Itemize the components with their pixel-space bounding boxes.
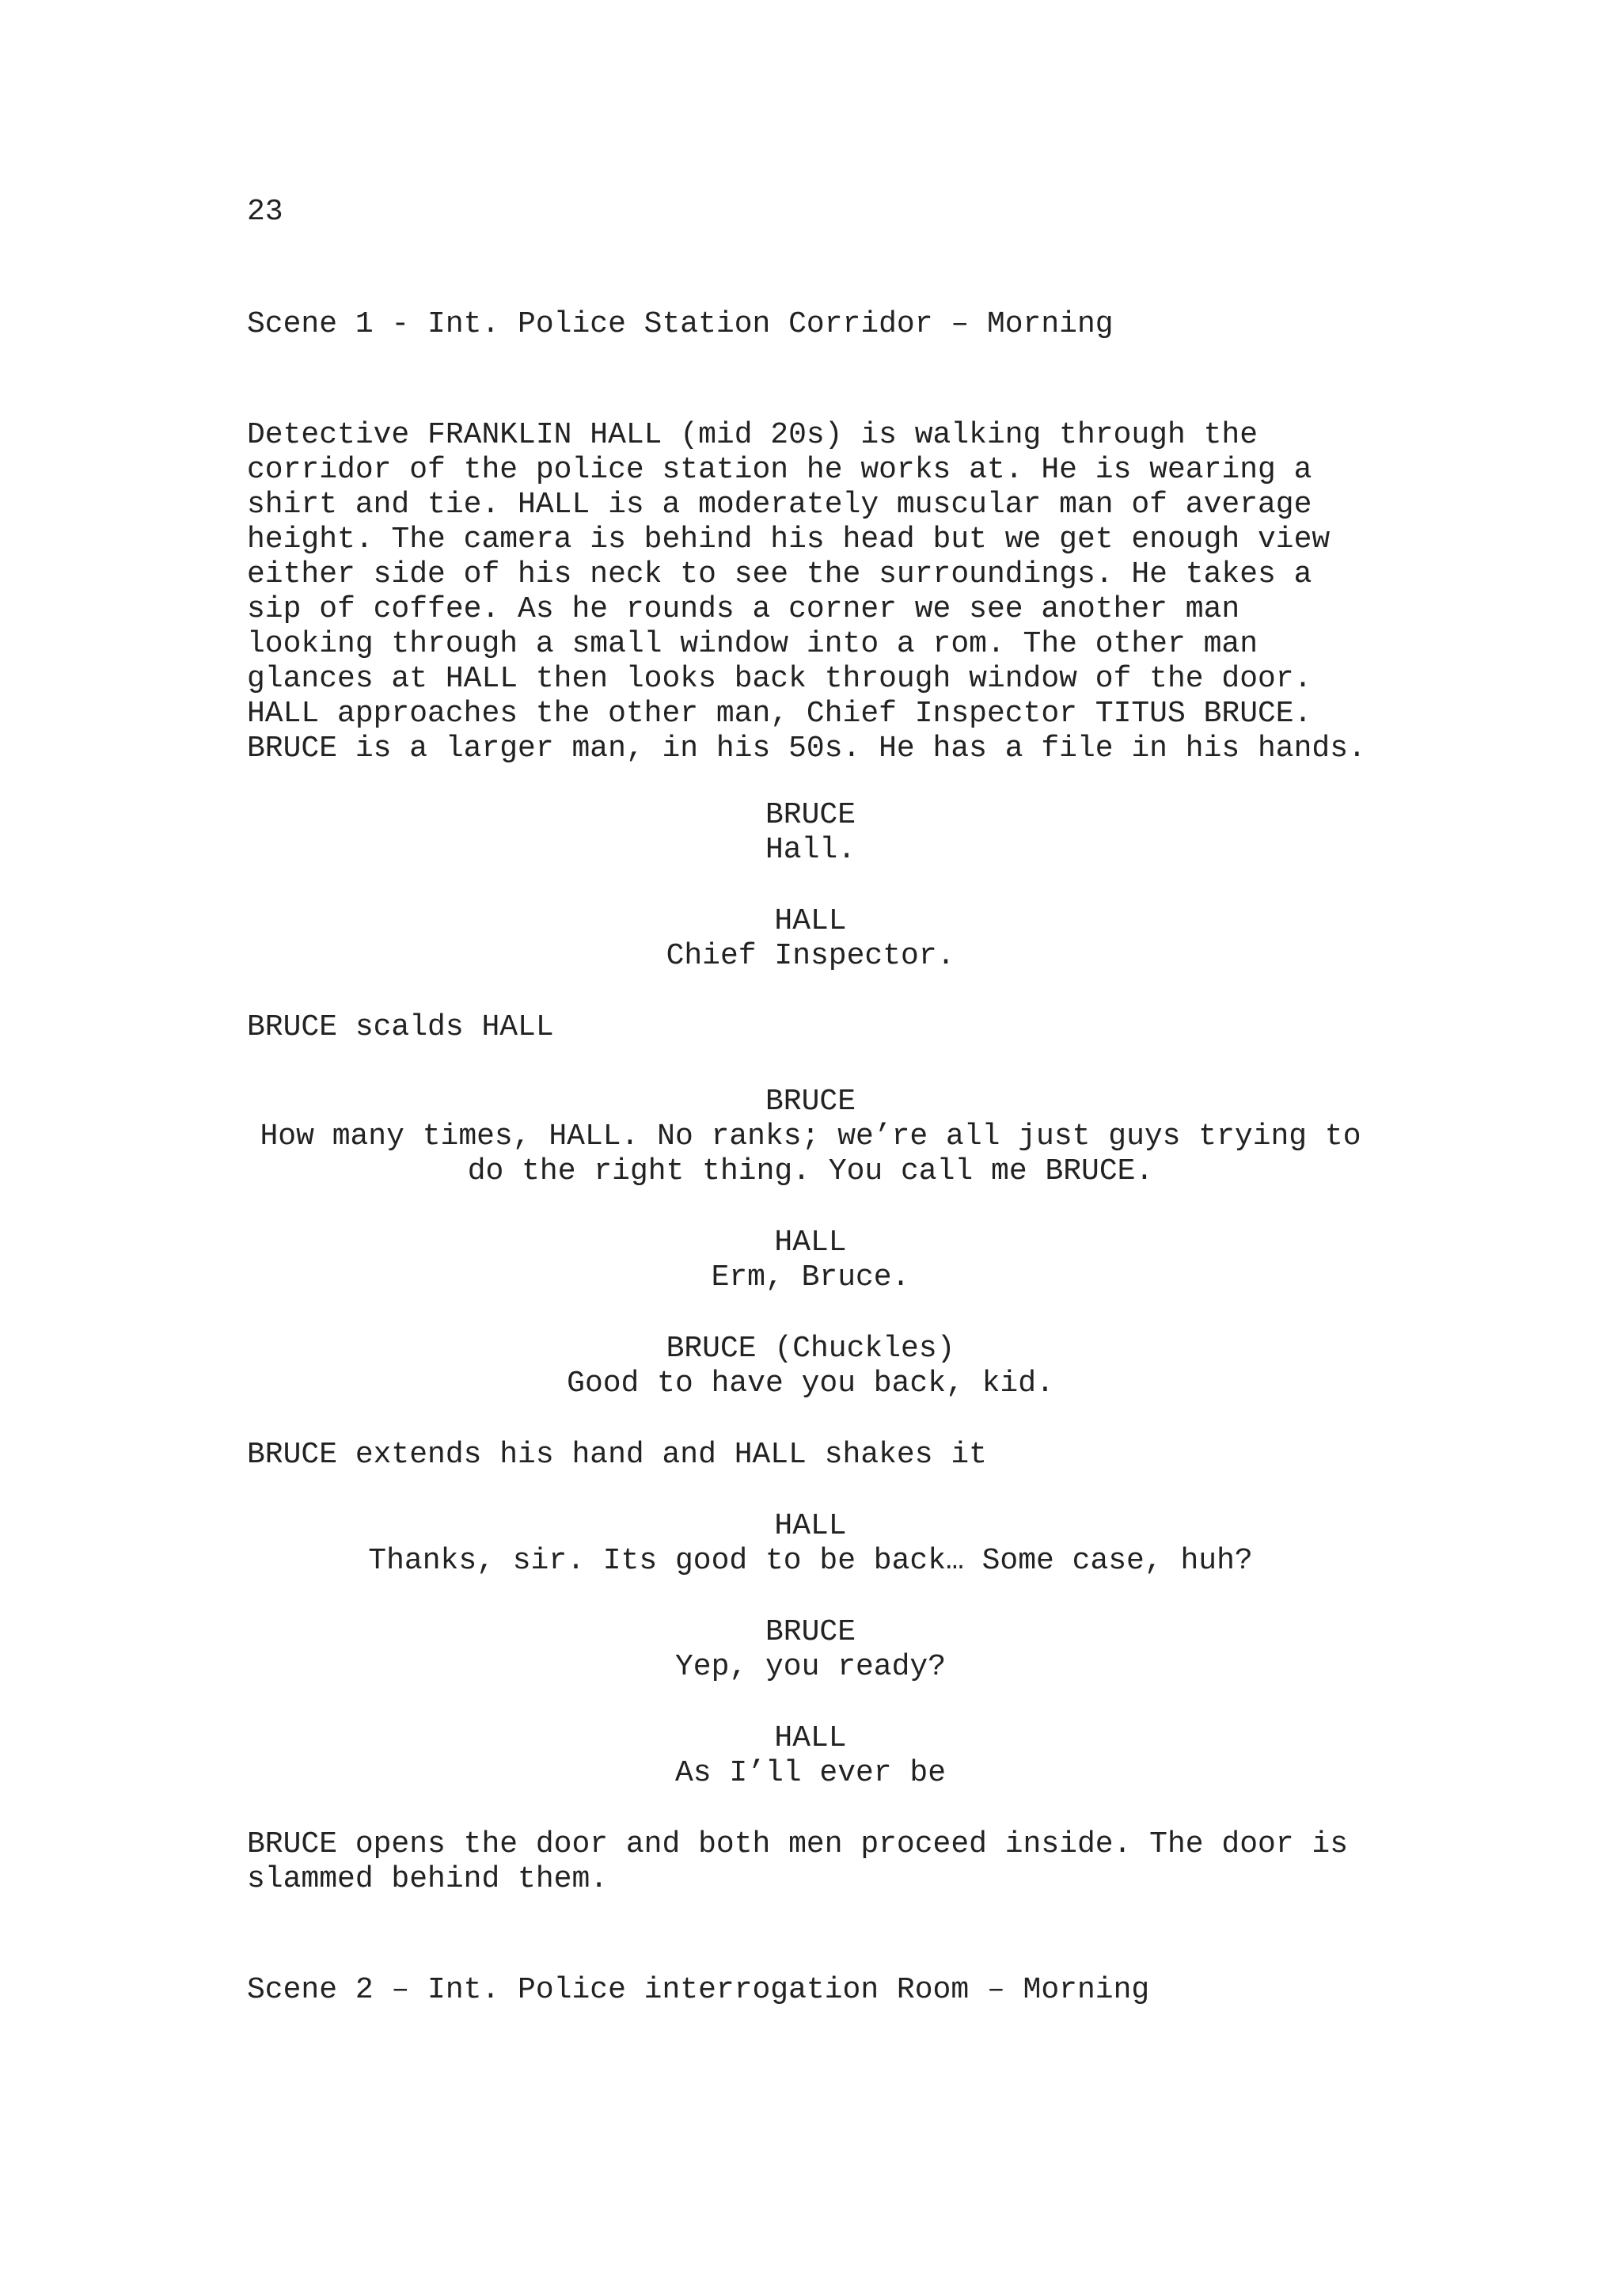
dialogue-character-hall-1: HALL [774, 904, 847, 938]
page-number: 23 [247, 195, 283, 229]
dialogue-character-bruce-2: BRUCE [765, 1085, 856, 1119]
dialogue-line-5: Good to have you back, kid. [567, 1367, 1054, 1401]
dialogue-line-8: As I’ll ever be [674, 1756, 947, 1790]
scene-heading-1: Scene 1 - Int. Police Station Corridor – Morning [247, 307, 1114, 341]
dialogue-character-bruce-4: BRUCE [765, 1615, 856, 1649]
dialogue-line-4: Erm, Bruce. [711, 1260, 910, 1294]
dialogue-character-hall-3: HALL [774, 1509, 847, 1543]
dialogue-line-3: How many times, HALL. No ranks; we’re all just guys trying to do the right thing. You call me BRUCE. [260, 1119, 1361, 1188]
dialogue-character-bruce-1: BRUCE [765, 798, 856, 832]
action-paragraph-4: BRUCE opens the door and both men proceed inside. The door is slammed behind them. [247, 1827, 1349, 1896]
scene-heading-2: Scene 2 – Int. Police interrogation Room – Morning [247, 1973, 1150, 2007]
dialogue-character-hall-4: HALL [774, 1721, 847, 1755]
dialogue-line-7: Yep, you ready? [674, 1650, 947, 1684]
dialogue-character-bruce-3: BRUCE (Chuckles) [666, 1332, 955, 1366]
dialogue-line-2: Chief Inspector. [666, 939, 955, 973]
dialogue-line-6: Thanks, sir. Its good to be back… Some case, huh? [368, 1544, 1253, 1578]
action-paragraph-3: BRUCE extends his hand and HALL shakes it [247, 1438, 987, 1472]
dialogue-character-hall-2: HALL [774, 1226, 847, 1260]
action-paragraph-2: BRUCE scalds HALL [247, 1010, 554, 1044]
dialogue-line-1: Hall. [765, 833, 856, 867]
action-paragraph-1: Detective FRANKLIN HALL (mid 20s) is walking through the corridor of the police station he works at. He is wearing a shirt and tie. HALL is a moderately muscular man of average height. The camera is behind his head but we get enough view either side of his neck to see the surroundings. He takes a sip of coffee. As he rounds a corner we see another man looking through a small window into a rom. The other man glances at HALL then looks back through window of the door. HALL approaches the other man, Chief Inspector TITUS BRUCE. BRUCE is a larger man, in his 50s. He has a file in his hands. [247, 418, 1366, 766]
